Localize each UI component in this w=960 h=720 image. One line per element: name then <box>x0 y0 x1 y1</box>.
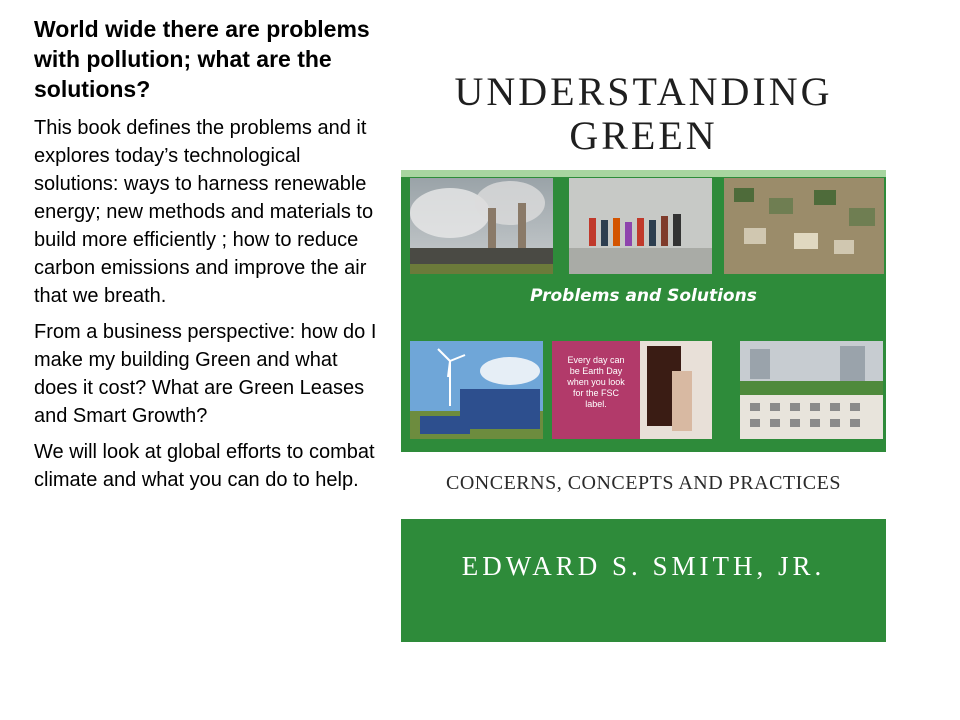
fsc-label-text: Every day can be Earth Day when you look for the FSC label. <box>567 355 625 409</box>
paragraph-problems: This book defines the problems and it explores today’s technological solutions: ways to harness renewable energy; new methods and materials to build more efficiently ; how to reduce carbon emissions and improve the air that we breath. <box>34 117 374 307</box>
paragraph-global: We will look at global efforts to combat climate and what you can do to help. <box>34 441 375 491</box>
cover-title-area <box>401 28 886 170</box>
smokestack-photo <box>410 178 553 274</box>
book-cover <box>401 28 886 642</box>
book-title-line1: UNDERSTANDING <box>454 69 833 114</box>
flood-photo <box>724 178 884 274</box>
renewable-energy-photo <box>410 341 543 439</box>
author-band <box>401 519 886 642</box>
paragraph-business: From a business perspective: how do I make my building Green and what does it cost? What are Green Leases and Smart Growth? <box>34 321 377 427</box>
smog-children-photo <box>569 178 712 274</box>
slide-text-column <box>34 14 384 502</box>
book-tagline: CONCERNS, CONCEPTS AND PRACTICES <box>446 472 841 494</box>
book-title-line2: GREEN <box>569 113 718 158</box>
fsc-label-photo <box>552 341 712 439</box>
book-author: EDWARD S. SMITH, JR. <box>461 551 826 581</box>
slide-headline: World wide there are problems with pollution; what are the solutions? <box>34 16 370 102</box>
book-subtitle: Problems and Solutions <box>530 286 757 306</box>
green-roof-building-photo <box>740 341 883 439</box>
